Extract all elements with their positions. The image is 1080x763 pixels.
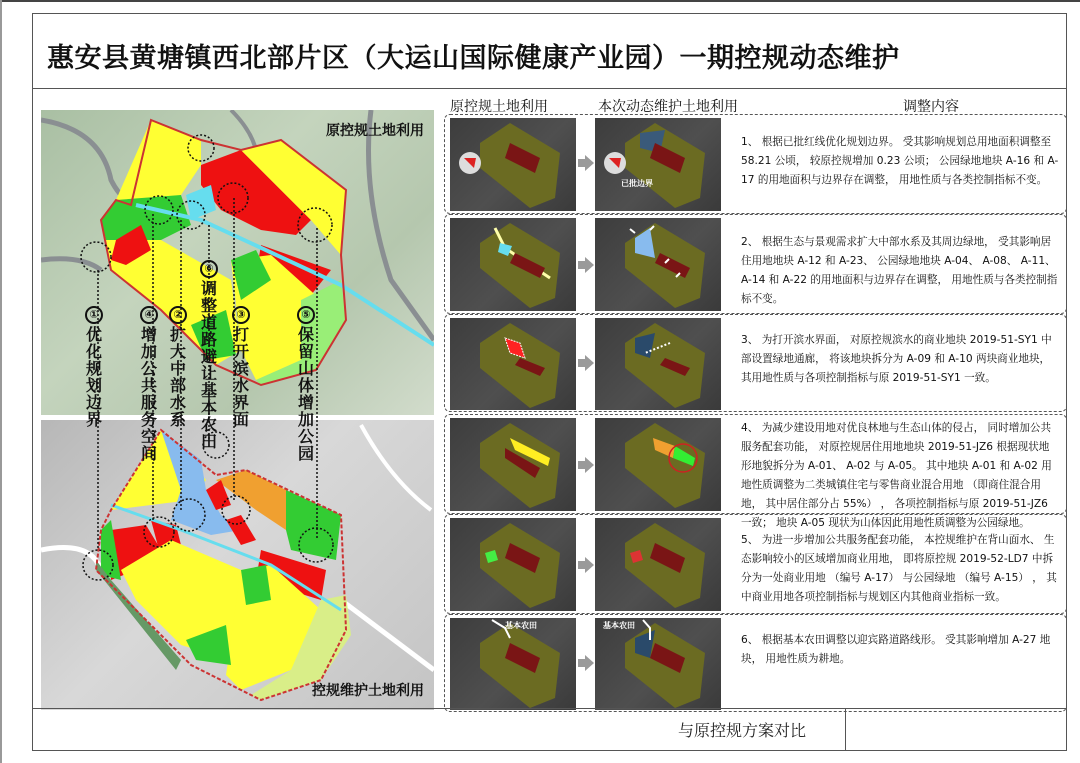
basic-farmland-tag: 基本农田 [505, 621, 537, 630]
annotation-optimize-boundary: ① 优化规划边界 [85, 308, 102, 429]
comparison-row-1 [444, 114, 1067, 214]
thumbnail-maintenance-2 [595, 218, 721, 311]
adjustment-description-3: 3、 为打开滨水界面， 对原控规滨水的商业地块 2019-51-SY1 中部设置绿地通廊， 将该地块拆分为 A-09 和 A-10 两块商业地块， 其用地性质与各项控制指标与原 2019-51-SY1 一致。 [741, 334, 1052, 384]
maintenance-map-label: 控规维护土地利用 [312, 683, 424, 699]
column-header-original: 原控规土地利用 [450, 99, 548, 115]
adjustment-description-2: 2、 根据生态与景观需求扩大中部水系及其周边绿地， 受其影响居住用地地块 A-12 和 A-23、 公园绿地地块 A-04、 A-08、 A-11、 A-14 和 A-22 的用地面积与边界存在调整， 用地性质与各类控制指标不变。 [741, 236, 1058, 305]
arrow-right-icon [578, 355, 594, 371]
arrow-right-icon [578, 155, 594, 171]
thumbnail-original-5 [450, 518, 576, 611]
adjustment-description-5: 5、 为进一步增加公共服务配套功能， 本控规维护在背山面水、 生态影响较小的区域增加商业用地， 即将原控规 2019-52-LD7 中拆分为一处商业用地 （编号 A-17） 与公园绿地 （编号 A-15） ， 其中商业用地各项控制指标与规划区内其他商业指标一致。 [741, 534, 1057, 603]
column-header-content: 调整内容 [903, 99, 959, 115]
adjustment-description-1: 1、 根据已批红线优化规划边界。 受其影响规划总用地面积调整至58.21 公顷， 较原控规增加 0.23 公顷； 公园绿地地块 A-16 和 A-17 的用地面积与边界存在调整， 用地性质与各类控制指标不变。 [741, 136, 1059, 186]
page-title: 惠安县黄塘镇西北部片区（大运山国际健康产业园）一期控规动态维护 [47, 43, 900, 74]
arrow-right-icon [578, 257, 594, 273]
thumbnail-original-4 [450, 418, 576, 511]
land-use-map-panel [41, 110, 434, 710]
column-header-maintenance: 本次动态维护土地利用 [598, 99, 738, 115]
thumbnail-maintenance-1 [595, 118, 721, 211]
arrow-right-icon [578, 557, 594, 573]
annotation-expand-water-system: ② 扩大中部水系 [169, 308, 186, 429]
adjustment-description-6: 6、 根据基本农田调整以迎宾路道路线形。 受其影响增加 A-27 地块， 用地性质为耕地。 [741, 634, 1051, 665]
basic-farmland-tag: 基本农田 [603, 621, 635, 630]
annotation-adjust-road: ⑥ 调整道路避让基本农田 [200, 262, 217, 451]
thumbnail-maintenance-6 [595, 618, 721, 710]
footer-band [33, 708, 1066, 750]
annotation-preserve-mountain: ⑤ 保留山体增加公园 [297, 308, 314, 463]
title-band [33, 14, 1066, 89]
thumbnail-maintenance-4 [595, 418, 721, 511]
sheet-outer-edge-left [0, 0, 2, 763]
comparison-rows [444, 114, 1067, 712]
footer-divider [845, 709, 846, 750]
comparison-row-5 [444, 514, 1067, 614]
annotation-add-public-service: ④ 增加公共服务空间 [140, 308, 157, 463]
sheet-outer-edge [0, 0, 1080, 2]
comparison-row-3 [444, 314, 1067, 412]
annotation-open-waterfront: ③ 打开滨水界面 [232, 308, 249, 429]
comparison-row-4 [444, 414, 1067, 529]
original-map-label: 原控规土地利用 [326, 123, 424, 139]
drawing-sheet [32, 13, 1067, 751]
approved-boundary-tag: 已批边界 [621, 179, 653, 188]
thumbnail-original-1 [450, 118, 576, 211]
comparison-row-6 [444, 614, 1067, 712]
thumbnail-maintenance-5 [595, 518, 721, 611]
footer-caption: 与原控规方案对比 [678, 721, 807, 740]
comparison-row-2 [444, 214, 1067, 314]
arrow-right-icon [578, 655, 594, 671]
thumbnail-original-2 [450, 218, 576, 311]
thumbnail-original-3 [450, 318, 576, 410]
thumbnail-original-6 [450, 618, 576, 710]
arrow-right-icon [578, 457, 594, 473]
thumbnail-maintenance-3 [595, 318, 721, 410]
adjustment-description-4: 4、 为减少建设用地对优良林地与生态山体的侵占， 同时增加公共服务配套功能， 对原控规居住用地地块 2019-51-JZ6 根据现状地形地貌拆分为 A-01、 A-02 与 A-05。 其中地块 A-01 和 A-02 用地性质调整为二类城镇住宅与零售商业混合用地 （即商住混合用地， 其中居住部分占 55%） ， 各项控制指标与原 2019-51-JZ6 一致； 地块 A-05 现状为山体因此用地性质调整为公园绿地。 [741, 422, 1052, 529]
